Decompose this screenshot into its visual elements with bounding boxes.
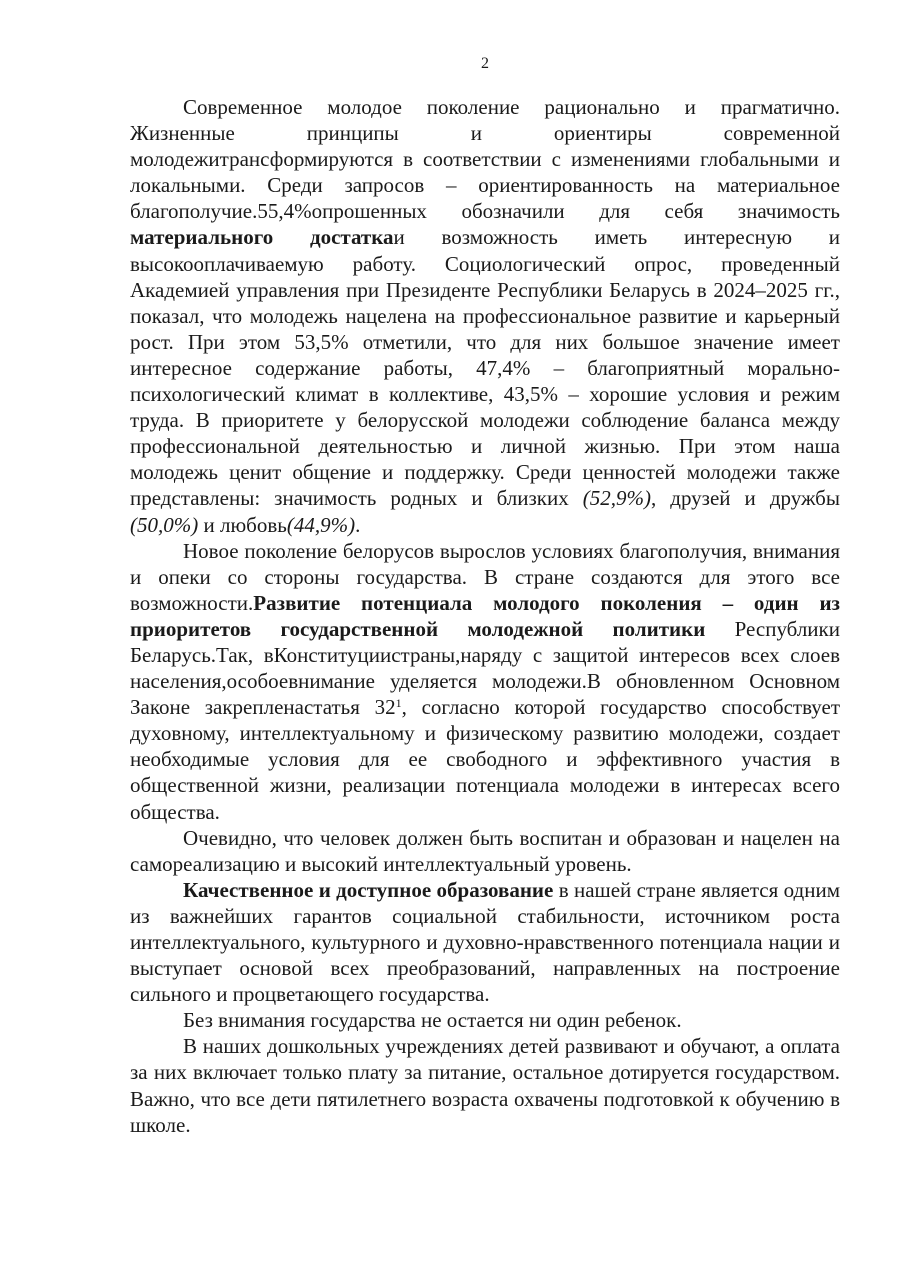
bold-phrase: Развитие потенциала молодого поколения – один из приоритетов государственной молодежной политики <box>130 590 840 641</box>
superscript: 1 <box>395 696 402 711</box>
paragraph-youth-values: Современное молодое поколение рационально и прагматично. Жизненные принципы и ориентиры современной молодежитрансформируются в соответствии с изменениями глобальными и локальными. Среди запросов – ориентированность на материальное благополучие.55,4%опрошенных обозначили для себя значимость материального достаткаи возможность иметь интересную и высокооплачиваемую работу. Социологический опрос, проведенный Академией управления при Президенте Республики Беларусь в 2024–2025 гг., показал, что молодежь нацелена на профессиональное развитие и карьерный рост. При этом 53,5% отметили, что для них большое значение имеет интересное содержание работы, 47,4% – благоприятный морально-психологический климат в коллективе, 43,5% – хорошие условия и режим труда. В приоритете у белорусской молодежи соблюдение баланса между профессиональной деятельностью и личной жизнью. При этом наша молодежь ценит общение и поддержку. Среди ценностей молодежи также представлены: значимость родных и близких (52,9%), друзей и дружбы (50,0%) и любовь(44,9%). <box>130 95 840 537</box>
paragraph-preschool: В наших дошкольных учреждениях детей развивают и обучают, а оплата за них включает только плату за питание, остальное дотируется государством. Важно, что все дети пятилетнего возраста охвачены подготовкой к обучению в школе. <box>130 1034 840 1137</box>
italic-percent: (44,9%) <box>286 512 356 537</box>
bold-phrase: материального достатка <box>130 225 394 250</box>
italic-percent: (52,9%) <box>582 486 651 511</box>
page-number: 2 <box>481 55 489 72</box>
paragraph-self-realization: Очевидно, что человек должен быть воспитан и образован и нацелен на самореализацию и высокий интеллектуальный уровень. <box>130 825 840 876</box>
paragraph-education: Качественное и доступное образование в нашей стране является одним из важнейших гарантов социальной стабильности, источником роста интеллектуального, культурного и духовно-нравственного потенциала нации и выступает основой всех преобразований, направленных на построение сильного и процветающего государства. <box>130 877 840 1007</box>
paragraph-no-child-left: Без внимания государства не остается ни один ребенок. <box>183 1008 682 1033</box>
italic-percent: (50,0%) <box>130 512 199 537</box>
document-body <box>130 94 840 1138</box>
paragraph-new-generation: Новое поколение белорусов вырослов условиях благополучия, внимания и опеки со стороны государства. В стране создаются для этого все возможности.Развитие потенциала молодого поколения – один из приоритетов государственной молодежной политики Республики Беларусь.Так, вКонституциистраны,наряду с защитой интересов всех слоев населения,особоевнимание уделяется молодежи.В обновленном Основном Законе закрепленастатья $32^1$, согласно которой государство способствует духовному, интеллектуальному и физическому развитию молодежи, создает необходимые условия для ее свободного и эффективного участия в общественной жизни, реализации потенциала молодежи в интересах всего общества. <box>130 538 840 824</box>
bold-phrase: Качественное и доступное образование <box>183 877 554 902</box>
